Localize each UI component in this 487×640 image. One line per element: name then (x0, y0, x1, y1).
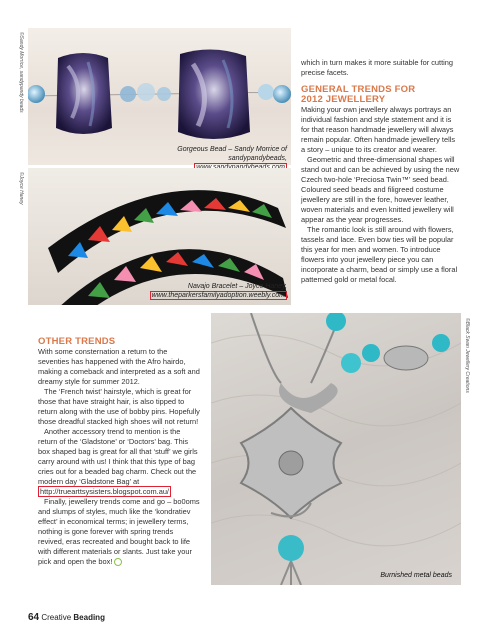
pendant-photo-credit: ©Black Swan Jewellery Creations (464, 318, 470, 393)
general-trends-heading-line2: 2012 JEWELLERY (301, 94, 386, 105)
bracelet-photo-credit: ©Joyce Haney (18, 172, 24, 205)
bracelet-caption (130, 282, 287, 300)
left-column (38, 337, 200, 567)
left-para-2: The ‘French twist’ hairstyle, which is great for those that have straight hair, is also tipped to return along with the use of bobby pins. Hopefully those dreadful stacked high shoes will not return! (38, 387, 200, 426)
pendant-illustration (211, 313, 461, 585)
right-para-2: Geometric and three-dimensional shapes will stand out and can be achieved by using the new Czech two-hole ‘Preciosa Twin™’ seed bead. Coloured seed beads and filigreed costume jewellery are still in the fore, however leather, woven materials and even knitted jewellery will appear as the year progresses. (301, 155, 460, 224)
gladstone-bag-link[interactable]: http://truearttsysisters.blogspot.com.au/ (40, 487, 169, 496)
left-para-3-text: Another accessory trend to mention is the return of the ‘Gladstone’ or ‘Doctors’ bag. This box shaped bag is great for all that ‘stuff’ we girls carry around with us! I think that this type of bag cries out for a beaded bag charm. Check out the modern day ‘Gladstone Bag’ at (38, 427, 198, 486)
magazine-name (41, 613, 105, 622)
left-para-4 (38, 497, 200, 567)
other-trends-heading: OTHER TRENDS (38, 336, 116, 347)
right-para-3: The romantic look is still around with flowers, tassels and lace. Even bow ties will be popular this year for men and women. To introduce flowers into your jewellery piece you can incorporate a charm, bead or simply use a floral patterned gold or metal focal. (301, 225, 458, 284)
page-number: 64 (28, 612, 40, 623)
beads-caption-text: Gorgeous Bead – Sandy Morrice of (177, 146, 287, 153)
left-para-1: With some consternation a return to the seventies has happened with the Afro hairdo, making a comeback and interpreted as a soft and dreamy style for summer 2012. (38, 347, 200, 386)
left-body (38, 347, 200, 567)
magazine-name-light: Creative (41, 613, 72, 622)
right-intro: which in turn makes it more suitable for cutting precise facets. (301, 58, 453, 77)
bracelet-caption-link[interactable]: www.theparkersfamilyadoption.weebly.com (151, 292, 285, 299)
pendant-caption: Burnished metal beads (380, 572, 452, 579)
left-para-3 (38, 427, 200, 497)
magazine-name-bold: Beading (73, 613, 105, 622)
right-para-1: Making your own jewellery always portrays an individual fashion and style statement and it is for that reason handmade jewellery will always remain popular. Often handmade jewellery tells a story – unique to its creator and wearer. (301, 105, 456, 154)
right-body (301, 105, 461, 285)
beads-photo-credit: ©Sandy Morrice, sandypandy beads (18, 32, 24, 113)
end-mark-icon (114, 558, 122, 566)
bracelet-caption-text: Navajo Bracelet – Joyce Haney, (187, 283, 287, 290)
page-footer (28, 612, 105, 623)
right-column (301, 58, 461, 285)
general-trends-heading-line1: GENERAL TRENDS FOR (301, 84, 416, 95)
general-trends-heading (301, 85, 461, 105)
pendant-photo (211, 313, 461, 585)
left-para-4-text: Finally, jewellery trends come and go – bo0oms and slumps of styles, much like the ‘kondratiev effect’ in economical terms; in jewellery terms, nothing is gone forever with spring trends revived, eras recreated and bought back to life with different materials or slants. Just take your pick and open the box! (38, 497, 200, 566)
beads-caption-text2: sandypandybeads, (228, 155, 287, 162)
